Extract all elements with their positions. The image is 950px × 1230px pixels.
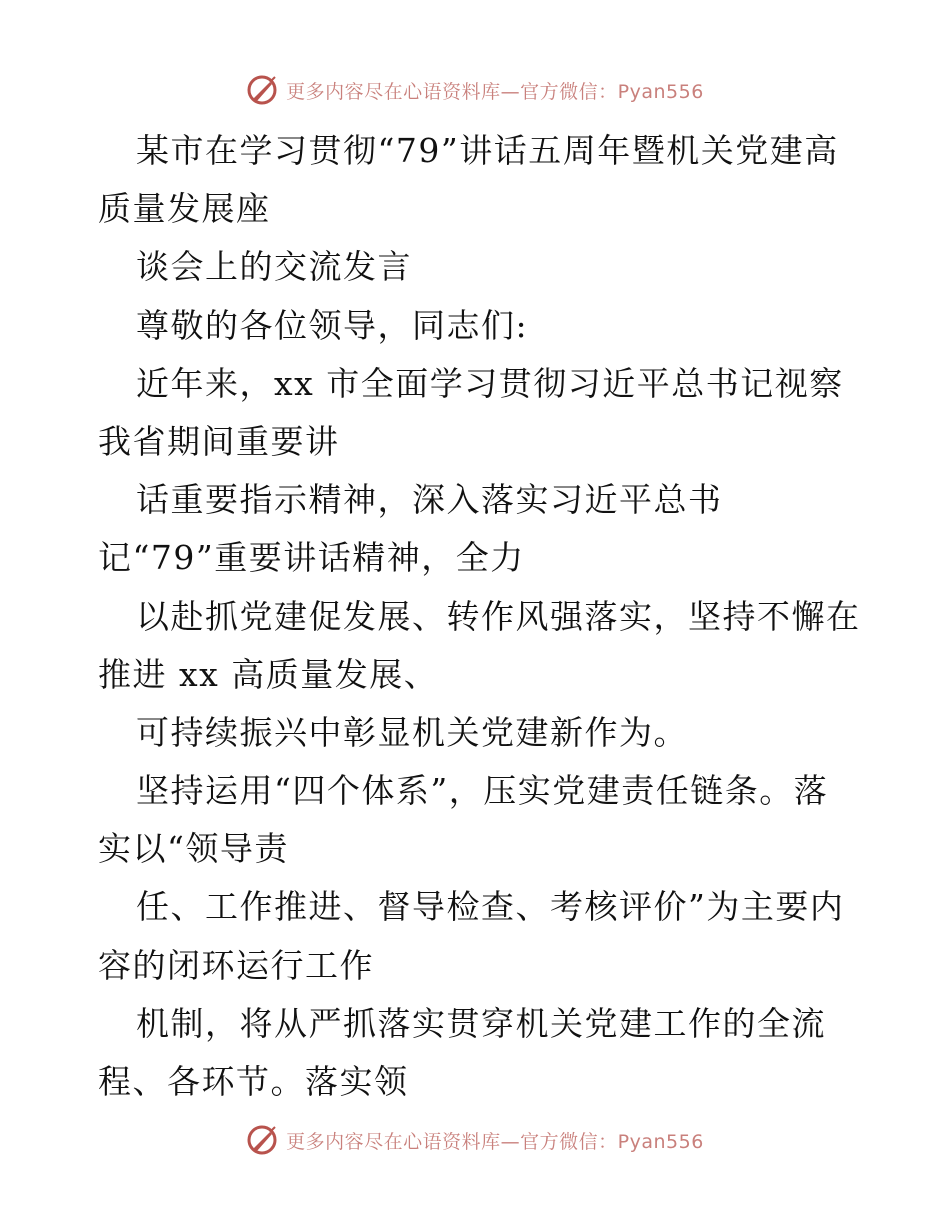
doc-line: 话重要指示精神，深入落实习近平总书 [136,480,723,520]
doc-line: 推进 xx 高质量发展、 [98,654,439,694]
doc-line: 容的闭环运行工作 [98,945,374,985]
doc-line: 可持续振兴中彰显机关党建新作为。 [136,712,688,752]
doc-line: 记“79”重要讲话精神，全力 [98,538,525,578]
doc-line: 程、各环节。落实领 [98,1062,409,1101]
quill-logo-icon [246,74,278,106]
doc-line: 某市在学习贯彻“79”讲话五周年暨机关党建高 [136,131,839,170]
header-banner [0,70,950,110]
doc-line: 坚持运用“四个体系”，压实党建责任链条。落 [136,771,829,811]
doc-line: 实以“领导责 [98,829,289,869]
doc-line: 我省期间重要讲 [98,421,340,461]
document-body [98,122,861,1111]
doc-line: 谈会上的交流发言 [136,247,412,287]
footer-banner-text: 更多内容尽在心语资料库—官方微信：Pyan556 [286,1130,704,1153]
doc-line: 任、工作推进、督导检查、考核评价”为主要内 [136,887,845,927]
doc-line: 尊敬的各位领导，同志们: [136,305,529,345]
doc-line: 质量发展座 [98,189,271,229]
footer-banner [0,1120,950,1160]
doc-line: 以赴抓党建促发展、转作风强落实，坚持不懈在 [136,596,861,636]
doc-line: 机制，将从严抓落实贯穿机关党建工作的全流 [136,1003,826,1043]
quill-logo-icon [246,1124,278,1156]
header-banner-text: 更多内容尽在心语资料库—官方微信：Pyan556 [286,80,704,103]
doc-line: 近年来，xx 市全面学习贯彻习近平总书记视察 [136,363,844,403]
